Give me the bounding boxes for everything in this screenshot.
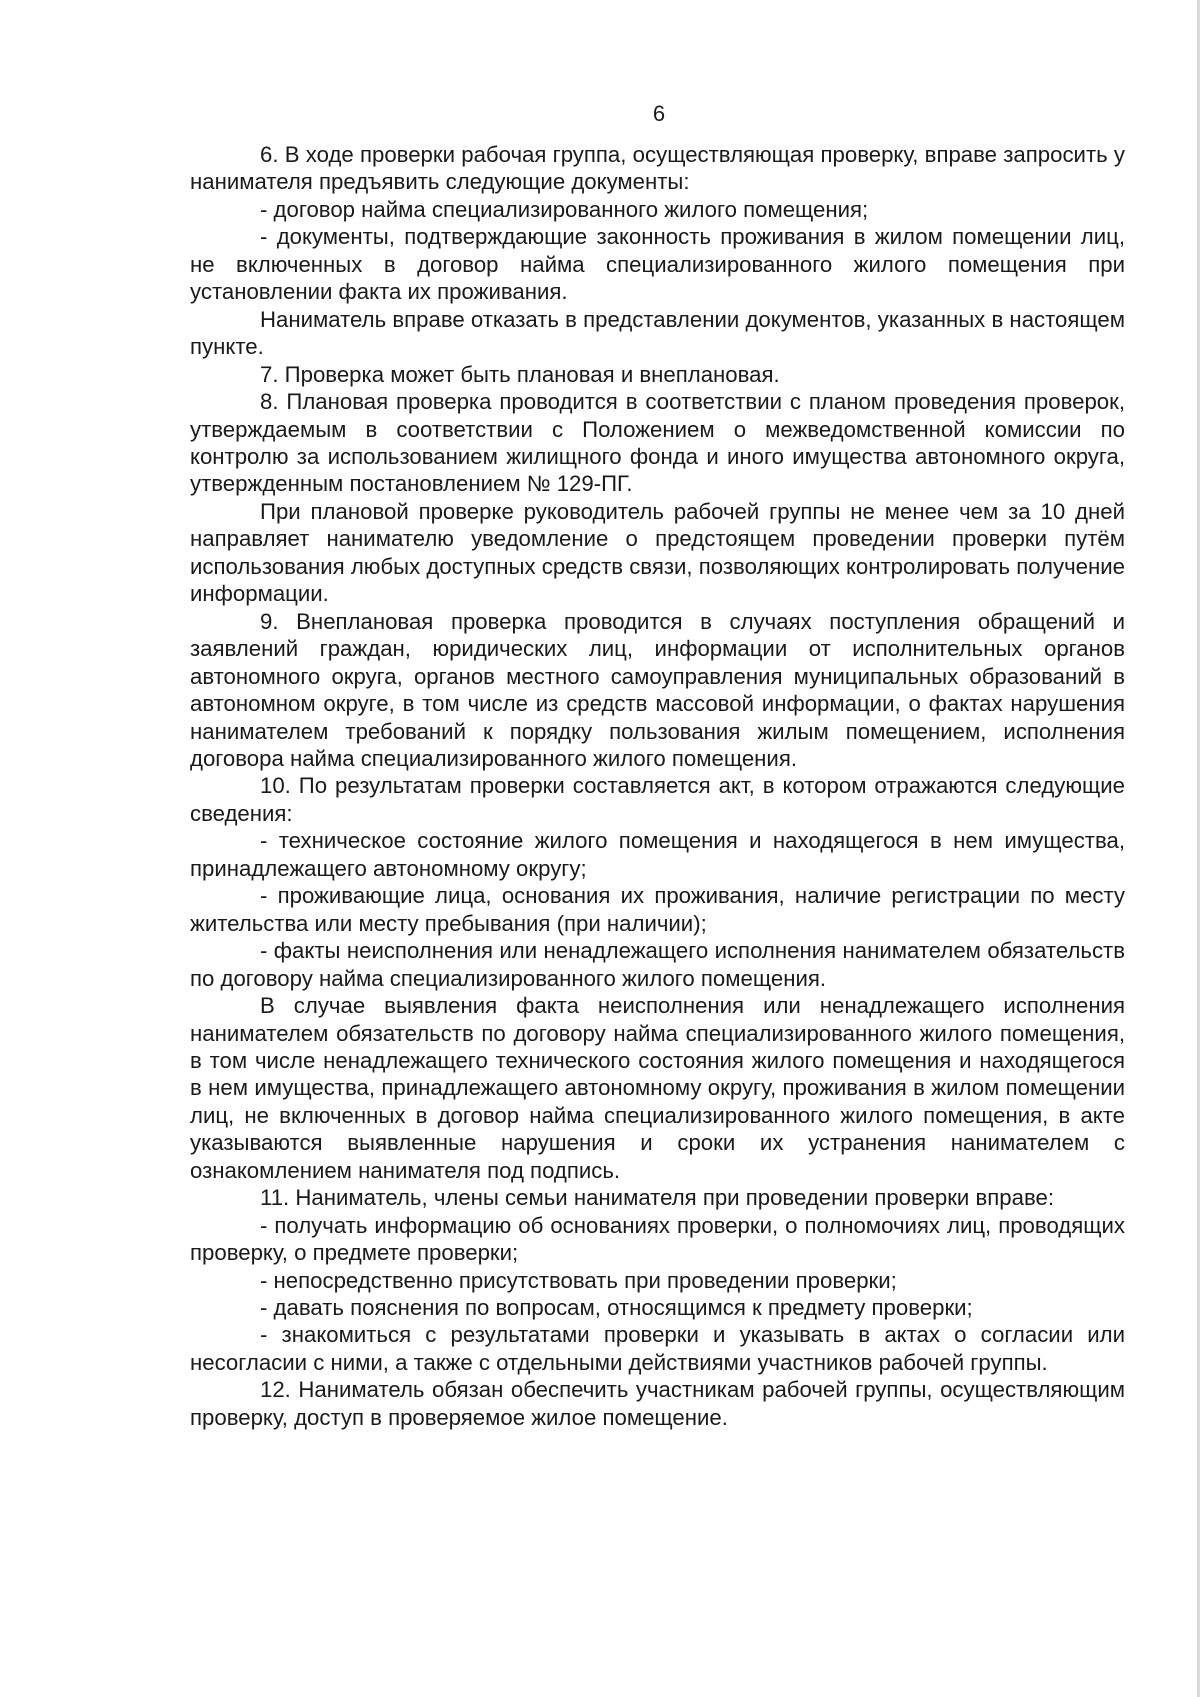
- paragraph: 12. Наниматель обязан обеспечить участникам рабочей группы, осуществляющим проверку, доступ в проверяемое жилое помещение.: [190, 1377, 1125, 1430]
- paragraph: 9. Внеплановая проверка проводится в случаях поступления обращений и заявлений граждан, юридических лиц, информации от исполнительных органов автономного округа, органов местного самоуправления муниципальных образований в автономном округе, в том числе из средств массовой информации, о фактах нарушения нанимателем требований к порядку пользования жилым помещением, исполнения договора найма специализированного жилого помещения.: [190, 608, 1125, 771]
- paragraph: - непосредственно присутствовать при проведении проверки;: [260, 1267, 897, 1293]
- paragraph: В случае выявления факта неисполнения или ненадлежащего исполнения нанимателем обязательств по договору найма специализированного жилого помещения, в том числе ненадлежащего технического состояния жилого помещения и находящегося в нем имущества, принадлежащего автономному округу, проживания в жилом помещении лиц, не включенных в договор найма специализированного жилого помещения, в акте указываются выявленные нарушения и сроки их устранения нанимателем с ознакомлением нанимателя под подпись.: [190, 993, 1125, 1183]
- paragraph: 7. Проверка может быть плановая и внеплановая.: [260, 361, 780, 387]
- paragraph: - техническое состояние жилого помещения и находящегося в нем имущества, принадлежащего автономному округу;: [190, 828, 1125, 881]
- paragraph: - получать информацию об основаниях проверки, о полномочиях лиц, проводящих проверку, о предмете проверки;: [190, 1212, 1125, 1266]
- paragraph: Наниматель вправе отказать в представлении документов, указанных в настоящем пункте.: [190, 306, 1125, 360]
- paragraph: - проживающие лица, основания их проживания, наличие регистрации по месту жительства или месту пребывания (при наличии);: [190, 883, 1125, 936]
- paragraph: - давать пояснения по вопросам, относящимся к предмету проверки;: [260, 1295, 973, 1321]
- page-number: 6: [652, 101, 666, 126]
- paragraph: 6. В ходе проверки рабочая группа, осуществляющая проверку, вправе запросить у нанимателя предъявить следующие документы:: [190, 142, 1125, 195]
- paragraph: При плановой проверке руководитель рабочей группы не менее чем за 10 дней направляет нанимателю уведомление о предстоящем проведении проверки путём использования любых доступных средств связи, позволяющих контролировать получение информации.: [190, 498, 1125, 607]
- paragraph: 10. По результатам проверки составляется акт, в котором отражаются следующие сведения:: [190, 773, 1125, 826]
- paragraph: - факты неисполнения или ненадлежащего исполнения нанимателем обязательств по договору найма специализированного жилого помещения.: [190, 938, 1125, 991]
- paragraph: - знакомиться с результатами проверки и указывать в актах о согласии или несогласии с ними, а также с отдельными действиями участников рабочей группы.: [190, 1322, 1125, 1375]
- paragraph: - договор найма специализированного жилого помещения;: [260, 196, 869, 222]
- paragraph: 11. Наниматель, члены семьи нанимателя при проведении проверки вправе:: [260, 1185, 1055, 1211]
- paragraph: 8. Плановая проверка проводится в соответствии с планом проведения проверок, утверждаемым в соответствии с Положением о межведомственной комиссии по контролю за использованием жилищного фонда и иного имущества автономного округа, утвержденным постановлением № 129-ПГ.: [190, 389, 1125, 497]
- paragraph: - документы, подтверждающие законность проживания в жилом помещении лиц, не включенных в договор найма специализированного жилого помещения при установлении факта их проживания.: [190, 224, 1125, 305]
- document-body: [190, 141, 1125, 1431]
